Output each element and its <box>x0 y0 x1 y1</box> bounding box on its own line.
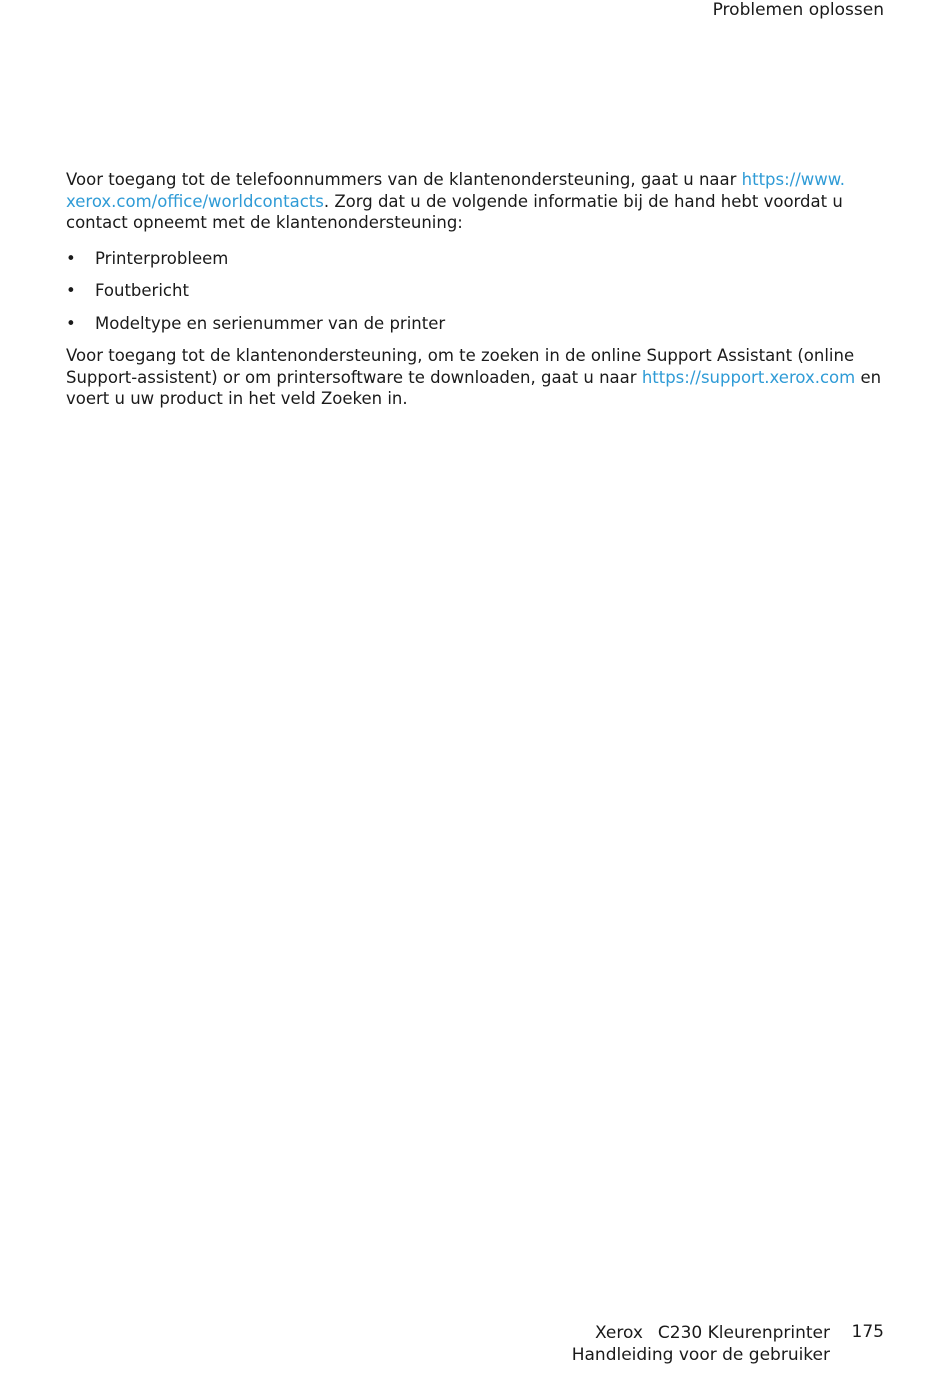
page-footer <box>572 1323 830 1366</box>
list-item-text: Printerprobleem <box>95 248 229 268</box>
bullet-icon: • <box>66 313 76 333</box>
worldcontacts-link-part-2[interactable]: xerox.com/office/worldcontacts <box>66 191 324 211</box>
required-info-list <box>66 248 888 334</box>
footer-product-line <box>572 1323 830 1345</box>
paragraph-text: Voor toegang tot de klantenondersteuning, om te zoeken in de online Support Assistant (online Support-assistent) or om printersoftware te downloaden, gaat u naar <box>66 346 855 387</box>
bullet-icon: • <box>66 248 76 268</box>
paragraph-text: . Zorg dat u de volgende informatie bij de hand hebt voordat u contact opneemt met de klantenondersteuning: <box>66 191 843 232</box>
footer-brand: Xerox <box>595 1323 643 1343</box>
list-item-text: Foutbericht <box>95 281 189 300</box>
list-item <box>66 280 888 301</box>
paragraph-text: en voert u uw product in het veld Zoeken in. <box>66 367 882 408</box>
bullet-icon: • <box>66 281 76 300</box>
support-xerox-link[interactable]: https://support.xerox.com <box>641 367 856 387</box>
page-number: 175 <box>851 1322 884 1342</box>
list-item <box>66 248 888 269</box>
footer-guide-title: Handleiding voor de gebruiker <box>571 1344 830 1365</box>
footer-product: C230 Kleurenprinter <box>657 1323 830 1343</box>
running-header-section-title: Problemen oplossen <box>712 0 884 20</box>
paragraph-text: Voor toegang tot de telefoonnummers van de klantenondersteuning, gaat u naar <box>66 170 742 189</box>
list-item <box>66 313 888 334</box>
page-content <box>66 169 888 410</box>
paragraph-contact-phone <box>66 169 888 234</box>
list-item-text: Modeltype en serienummer van de printer <box>95 313 446 333</box>
paragraph-support-portal <box>66 345 888 410</box>
worldcontacts-link-part-1[interactable]: https://www. <box>741 170 846 189</box>
